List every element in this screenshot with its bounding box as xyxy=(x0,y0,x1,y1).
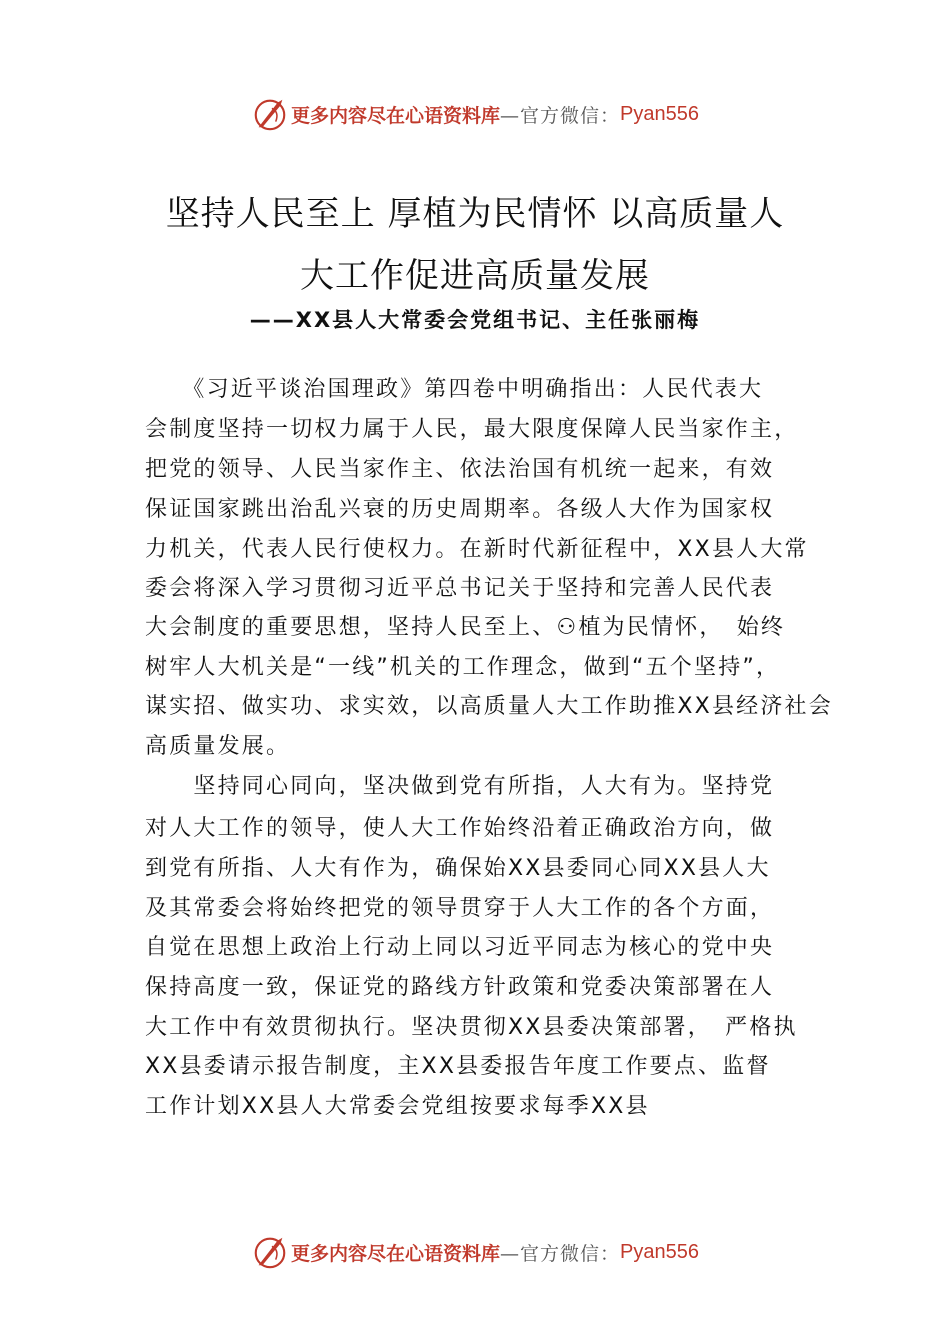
document-subtitle: ——XX县人大常委会党组书记、主任张丽梅 xyxy=(249,308,701,332)
wechat-id: Pyan556 xyxy=(620,102,699,125)
body-line: 《习近平谈治国理政》第四卷中明确指出：人民代表大 xyxy=(145,377,764,402)
body-line: 保持高度一致，保证党的路线方针政策和党委决策部署在人 xyxy=(145,975,775,1000)
body-line: 力机关，代表人民行使权力。在新时代新征程中，XX县人大常 xyxy=(145,537,809,562)
body-line: 大会制度的重要思想，坚持人民至上、⚇植为民情怀， 始终 xyxy=(145,615,786,640)
library-name: 更多内容尽在心语资料库 xyxy=(291,1242,501,1265)
body-line: 委会将深入学习贯彻习近平总书记关于坚持和完善人民代表 xyxy=(145,576,775,601)
body-line: 把党的领导、人民当家作主、依法治国有机统一起来，有效 xyxy=(145,457,775,482)
quill-logo-icon xyxy=(251,95,289,133)
body-line: 会制度坚持一切权力属于人民，最大限度保障人民当家作主， xyxy=(145,417,799,442)
wechat-label: —官方微信： xyxy=(500,104,621,127)
body-line: 大工作中有效贯彻执行。坚决贯彻XX县委决策部署， 严格执 xyxy=(145,1015,798,1040)
wechat-id: Pyan556 xyxy=(620,1240,699,1263)
body-line: 自觉在思想上政治上行动上同以习近平同志为核心的党中央 xyxy=(145,935,775,960)
document-title-line-1: 坚持人民至上 厚植为民情怀 以高质量人 xyxy=(165,194,785,234)
quill-logo-icon xyxy=(251,1233,289,1271)
body-line: 坚持同心同向，坚决做到党有所指，人大有为。坚持党 xyxy=(145,774,775,799)
footer-banner xyxy=(0,1232,950,1272)
body-line: 对人大工作的领导，使人大工作始终沿着正确政治方向，做 xyxy=(145,816,775,841)
body-line: 谋实招、做实功、求实效，以高质量人大工作助推XX县经济社会 xyxy=(145,694,833,719)
body-line: XX县委请示报告制度，主XX县委报告年度工作要点、监督 xyxy=(145,1054,771,1079)
document-title-line-2: 大工作促进高质量发展 xyxy=(300,256,650,296)
wechat-label: —官方微信： xyxy=(500,1242,621,1265)
body-line: 树牢人大机关是“一线”机关的工作理念，做到“五个坚持”， xyxy=(145,655,781,680)
body-line: 及其常委会将始终把党的领导贯穿于人大工作的各个方面， xyxy=(145,896,775,921)
header-banner xyxy=(0,94,950,134)
body-line: 保证国家跳出治乱兴衰的历史周期率。各级人大作为国家权 xyxy=(145,497,775,522)
body-line: 工作计划XX县人大常委会党组按要求每季XX县 xyxy=(145,1094,650,1119)
body-line: 到党有所指、人大有作为，确保始XX县委同心同XX县人大 xyxy=(145,856,771,881)
body-line: 高质量发展。 xyxy=(145,734,291,759)
library-name: 更多内容尽在心语资料库 xyxy=(291,104,501,127)
